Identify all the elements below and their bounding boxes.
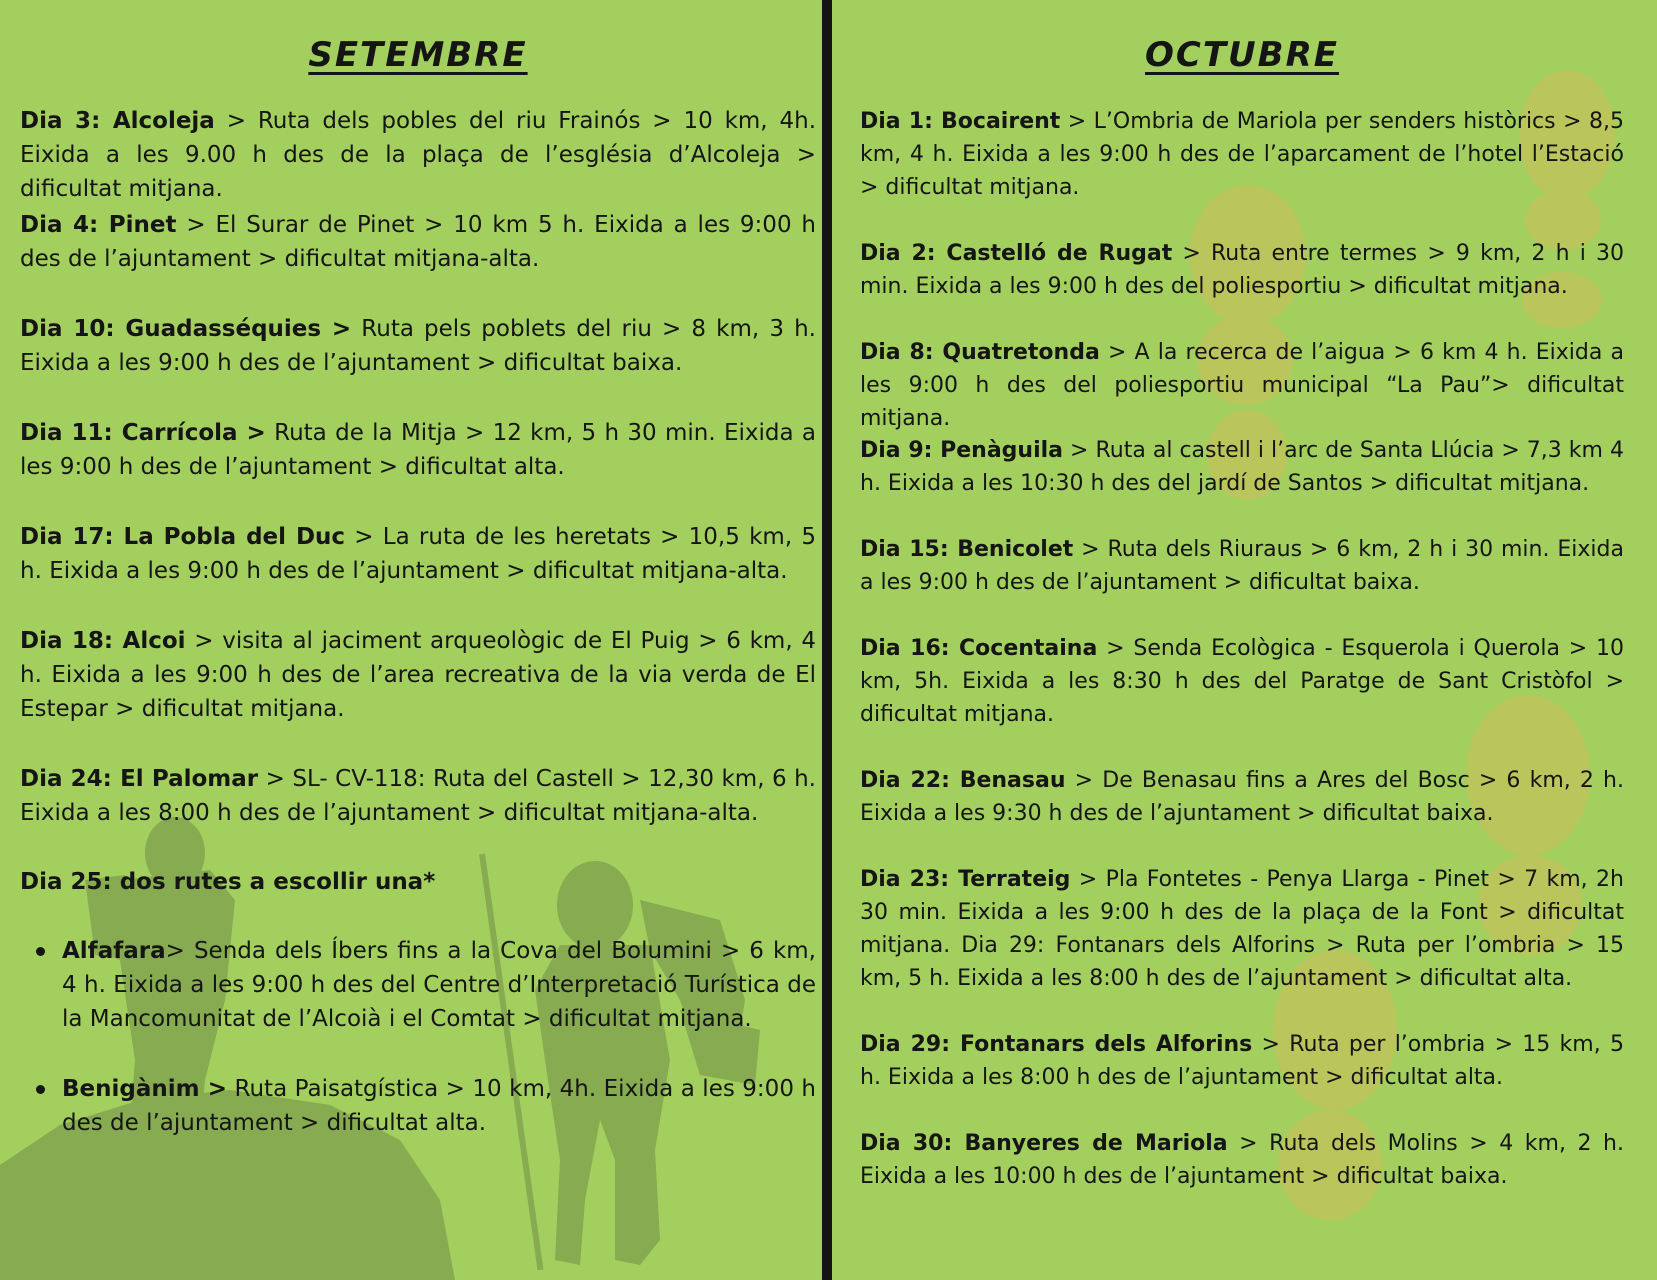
entry-description: > Ruta dels pobles del riu Frainós > 10 km, 4h. Eixida a les 9.00 h des de la plaça de l’església d’Alcoleja > dificultat mitjana. xyxy=(20,108,816,202)
entry-description: > El Surar de Pinet > 10 km 5 h. Eixida a les 9:00 h des de l’ajuntament > dificultat mitjana-alta. xyxy=(20,212,816,272)
entry-description: > Ruta dels Molins > 4 km, 2 h. Eixida a les 10:00 h des de l’ajuntament > dificultat baixa. xyxy=(860,1131,1624,1189)
entry-day-location: Dia 30: Banyeres de Mariola xyxy=(860,1131,1228,1156)
setembre-entry xyxy=(20,208,816,276)
entry-day-location: Dia 8: Quatretonda xyxy=(860,340,1100,365)
entry-day-location: Dia 1: Bocairent xyxy=(860,109,1061,134)
entry-day-location: Dia 22: Benasau xyxy=(860,768,1066,793)
entry-day-location: Dia 24: El Palomar xyxy=(20,766,259,792)
octubre-entry xyxy=(860,764,1624,830)
entry-description: > A la recerca de l’aigua > 6 km 4 h. Eixida a les 9:00 h des del poliesportiu municipal “La Pau”> dificultat mitjana. xyxy=(860,340,1624,431)
octubre-entry xyxy=(860,237,1624,303)
octubre-entry xyxy=(860,632,1624,731)
choice-options-list xyxy=(20,1072,816,1140)
column-divider xyxy=(822,0,832,1280)
choice-heading-text: Dia 25: dos rutes a escollir una* xyxy=(20,869,436,895)
entry-day-location: Dia 23: Terrateig xyxy=(860,867,1071,892)
entry-day-location: Dia 4: Pinet xyxy=(20,212,177,238)
entry-day-location: Dia 10: Guadasséquies > xyxy=(20,316,352,342)
entry-description: > Ruta entre termes > 9 km, 2 h i 30 min. Eixida a les 9:00 h des del poliesportiu > dificultat mitjana. xyxy=(860,241,1624,299)
entry-description: > Pla Fontetes - Penya Llarga - Pinet > 7 km, 2h 30 min. Eixida a les 9:00 h des de la plaça de la Font > dificultat mitjana. xyxy=(860,867,1624,958)
setembre-entry xyxy=(20,762,816,830)
option-location: Alfafara xyxy=(62,938,166,964)
octubre-entry xyxy=(860,434,1624,500)
entry-day-location: Dia 16: Cocentaina xyxy=(860,636,1098,661)
octubre-entry xyxy=(860,863,1624,995)
option-description: Ruta Paisatgística > 10 km, 4h. Eixida a les 9:00 h des de l’ajuntament > dificultat alta. xyxy=(62,1076,817,1136)
octubre-heading: OCTUBRE xyxy=(1145,35,1339,75)
entry-description: > Ruta per l’ombria > 15 km, 5 h. Eixida a les 8:00 h des de l’ajuntament > dificultat alta. xyxy=(860,1032,1624,1090)
entry-description: > L’Ombria de Mariola per senders històrics > 8,5 km, 4 h. Eixida a les 9:00 h des de l’aparcament de l’hotel l’Estació > dificultat mitjana. xyxy=(860,109,1624,200)
octubre-column xyxy=(860,0,1624,1189)
setembre-column xyxy=(20,0,817,1136)
setembre-entry xyxy=(20,520,816,588)
setembre-entry xyxy=(20,416,816,484)
entry-description: > La ruta de les heretats > 10,5 km, 5 h. Eixida a les 9:00 h des de l’ajuntament > dificultat mitjana-alta. xyxy=(20,524,816,584)
entry-description: Ruta pels poblets del riu > 8 km, 3 h. Eixida a les 9:00 h des de l’ajuntament > dificultat baixa. xyxy=(20,316,816,376)
octubre-entry xyxy=(860,1028,1624,1094)
octubre-entry xyxy=(860,105,1624,204)
entry-day-location: Dia 18: Alcoi xyxy=(20,628,186,654)
list-item xyxy=(20,934,816,1036)
octubre-entry xyxy=(860,1127,1624,1193)
option-description: > Senda dels Íbers fins a la Cova del Bolumini > 6 km, 4 h. Eixida a les 9:00 h des del Centre d’Interpretació Turística de la Mancomunitat de l’Alcoià i el Comtat > dificultat mitjana. xyxy=(62,938,816,1032)
entry-day-location: Dia 29: Fontanars dels Alforins xyxy=(860,1032,1253,1057)
entry-description: > Ruta al castell i l’arc de Santa Llúcia > 7,3 km 4 h. Eixida a les 10:30 h des del jardí de Santos > dificultat mitjana. xyxy=(860,438,1624,496)
setembre-entry xyxy=(20,104,816,206)
entry-description: > Senda Ecològica - Esquerola i Querola > 10 km, 5h. Eixida a les 8:30 h des del Paratge de Sant Cristòfol > dificultat mitjana. xyxy=(860,636,1624,727)
setembre-choice-heading xyxy=(20,865,435,899)
entry-description: > visita al jaciment arqueològic de El Puig > 6 km, 4 h. Eixida a les 9:00 h des de l’area recreativa de la via verda de El Estepar > dificultat mitjana. xyxy=(20,628,817,722)
choice-options-list xyxy=(20,934,816,1036)
entry-day-location: Dia 2: Castelló de Rugat xyxy=(860,241,1173,266)
entry-day-location: Dia 3: Alcoleja xyxy=(20,108,215,134)
setembre-heading: SETEMBRE xyxy=(308,35,528,75)
entry-description: > Ruta dels Riuraus > 6 km, 2 h i 30 min. Eixida a les 9:00 h des de l’ajuntament > dificultat baixa. xyxy=(860,537,1624,595)
list-item xyxy=(20,1072,816,1140)
entry-day-location: Dia 17: La Pobla del Duc xyxy=(20,524,346,550)
option-location: Benigànim > xyxy=(62,1076,228,1102)
octubre-entry xyxy=(860,533,1624,599)
entry-extra-text: Dia 29: Fontanars dels Alforins > Ruta per l’ombria > 15 km, 5 h. Eixida a les 8:00 h des de l’ajuntament > dificultat alta. xyxy=(860,933,1624,991)
octubre-entry xyxy=(860,336,1624,435)
setembre-entry xyxy=(20,624,816,726)
setembre-entry xyxy=(20,312,816,380)
entry-day-location: Dia 9: Penàguila xyxy=(860,438,1064,463)
entry-description: Ruta de la Mitja > 12 km, 5 h 30 min. Eixida a les 9:00 h des de l’ajuntament > dificultat alta. xyxy=(20,420,816,480)
entry-day-location: Dia 11: Carrícola > xyxy=(20,420,266,446)
entry-description: > De Benasau fins a Ares del Bosc > 6 km, 2 h. Eixida a les 9:30 h des de l’ajuntament > dificultat baixa. xyxy=(860,768,1624,826)
entry-description: > SL- CV-118: Ruta del Castell > 12,30 km, 6 h. Eixida a les 8:00 h des de l’ajuntament > dificultat mitjana-alta. xyxy=(20,766,816,826)
entry-day-location: Dia 15: Benicolet xyxy=(860,537,1074,562)
